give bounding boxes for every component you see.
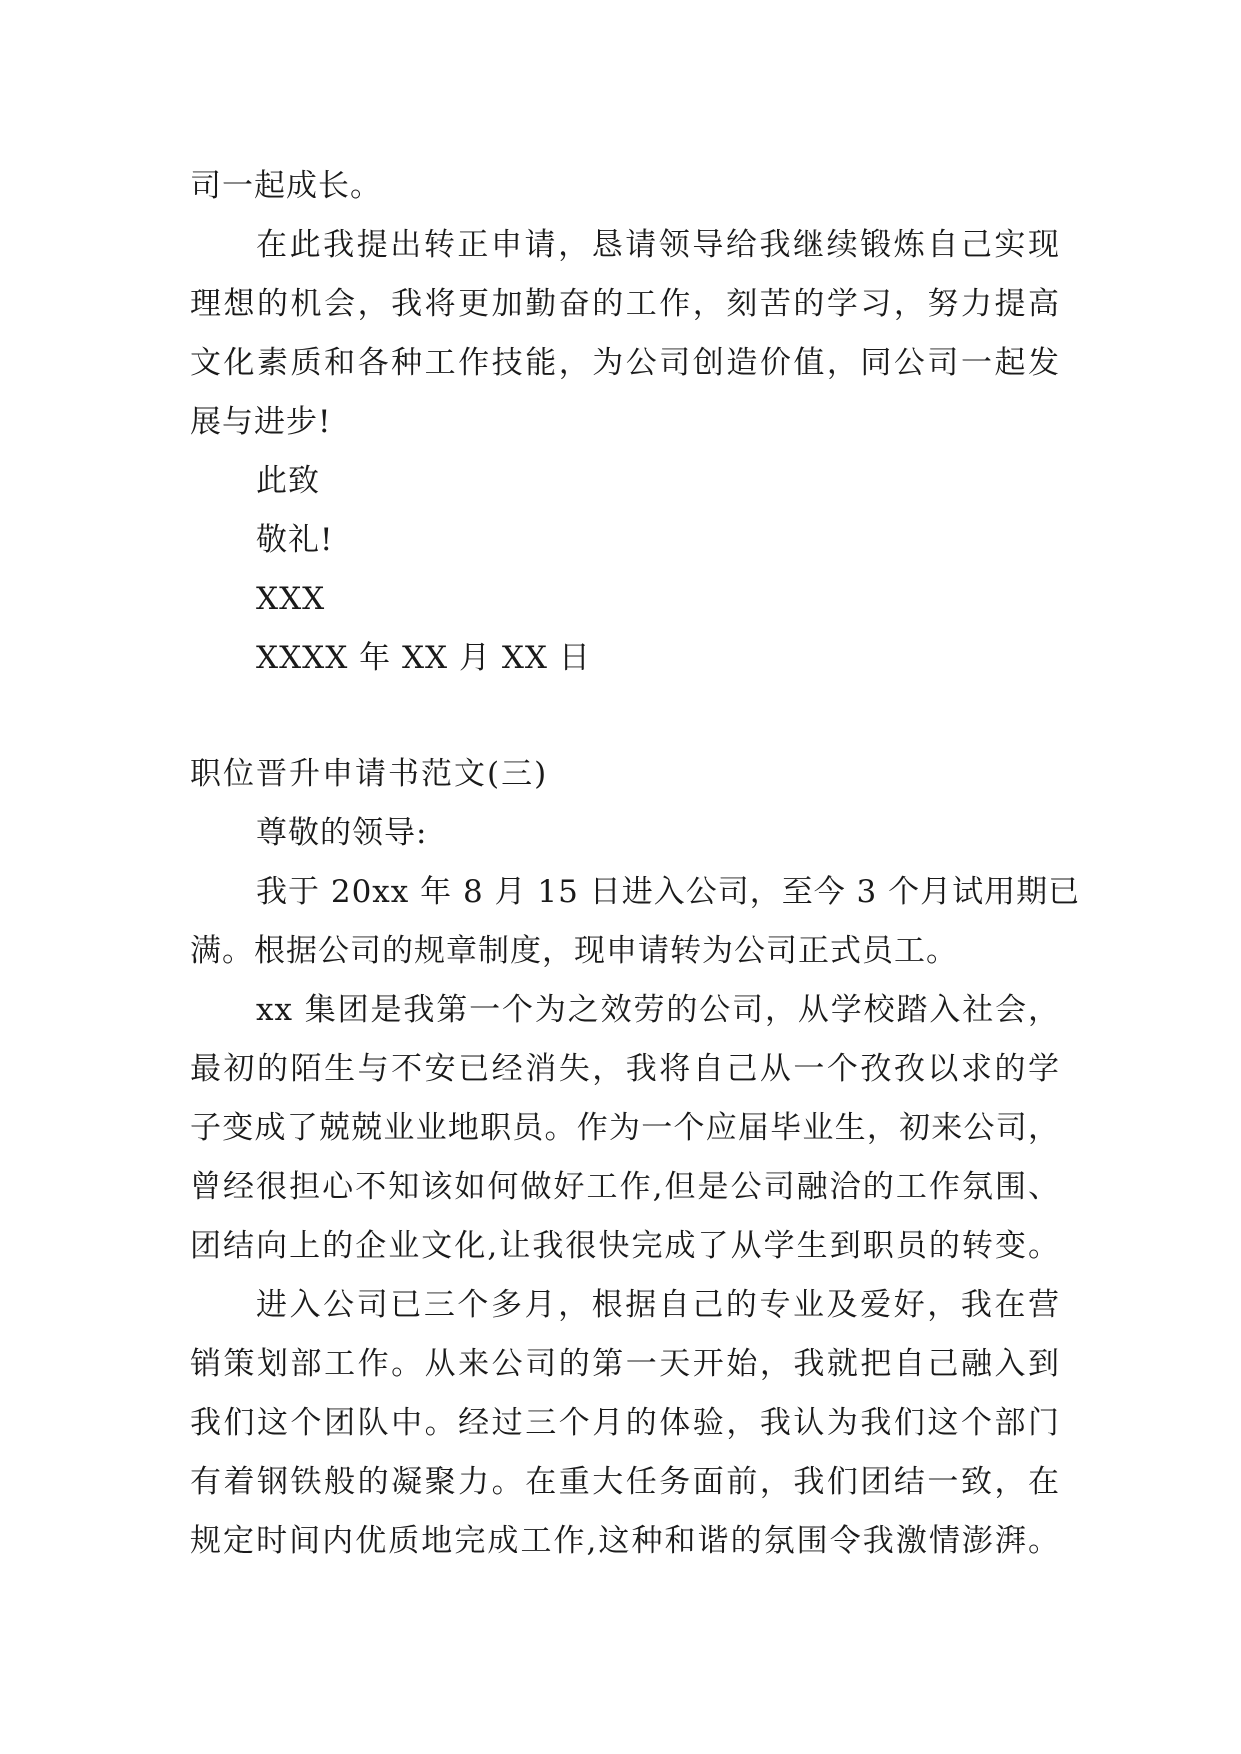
signature-date: XXXX 年 XX 月 XX 日: [256, 640, 591, 676]
paragraph-line: 满。根据公司的规章制度，现申请转为公司正式员工。: [190, 933, 958, 969]
paragraph-line: 展与进步!: [190, 404, 332, 440]
paragraph-line: 我于 20xx 年 8 月 15 日进入公司，至今 3 个月试用期已: [256, 874, 1081, 910]
paragraph-line: 销策划部工作。从来公司的第一天开始，我就把自己融入到: [190, 1346, 1060, 1382]
closing-line: 此致: [256, 463, 320, 499]
salutation-line: 敬礼!: [256, 522, 334, 558]
paragraph-line: 有着钢铁般的凝聚力。在重大任务面前，我们团结一致，在: [190, 1464, 1060, 1500]
paragraph-line: 文化素质和各种工作技能，为公司创造价值，同公司一起发: [190, 345, 1060, 381]
paragraph-line: 子变成了兢兢业业地职员。作为一个应届毕业生，初来公司，: [190, 1110, 1060, 1146]
signature-name: XXX: [256, 581, 326, 617]
paragraph-line: 进入公司已三个多月，根据自己的专业及爱好，我在营: [256, 1287, 1060, 1323]
section-title: 职位晋升申请书范文(三): [190, 756, 549, 792]
paragraph-line: xx 集团是我第一个为之效劳的公司，从学校踏入社会，: [256, 992, 1060, 1028]
paragraph-line: 最初的陌生与不安已经消失，我将自己从一个孜孜以求的学: [190, 1051, 1060, 1087]
paragraph-line: 团结向上的企业文化,让我很快完成了从学生到职员的转变。: [190, 1228, 1060, 1264]
paragraph-line: 曾经很担心不知该如何做好工作,但是公司融洽的工作氛围、: [190, 1169, 1060, 1205]
paragraph-line: 理想的机会，我将更加勤奋的工作，刻苦的学习，努力提高: [190, 286, 1060, 322]
paragraph-line: 我们这个团队中。经过三个月的体验，我认为我们这个部门: [190, 1405, 1060, 1441]
paragraph-line: 规定时间内优质地完成工作,这种和谐的氛围令我激情澎湃。: [190, 1523, 1060, 1559]
paragraph-line: 在此我提出转正申请，恳请领导给我继续锻炼自己实现: [256, 227, 1060, 263]
paragraph-line: 司一起成长。: [190, 168, 382, 204]
greeting-line: 尊敬的领导:: [256, 815, 428, 851]
